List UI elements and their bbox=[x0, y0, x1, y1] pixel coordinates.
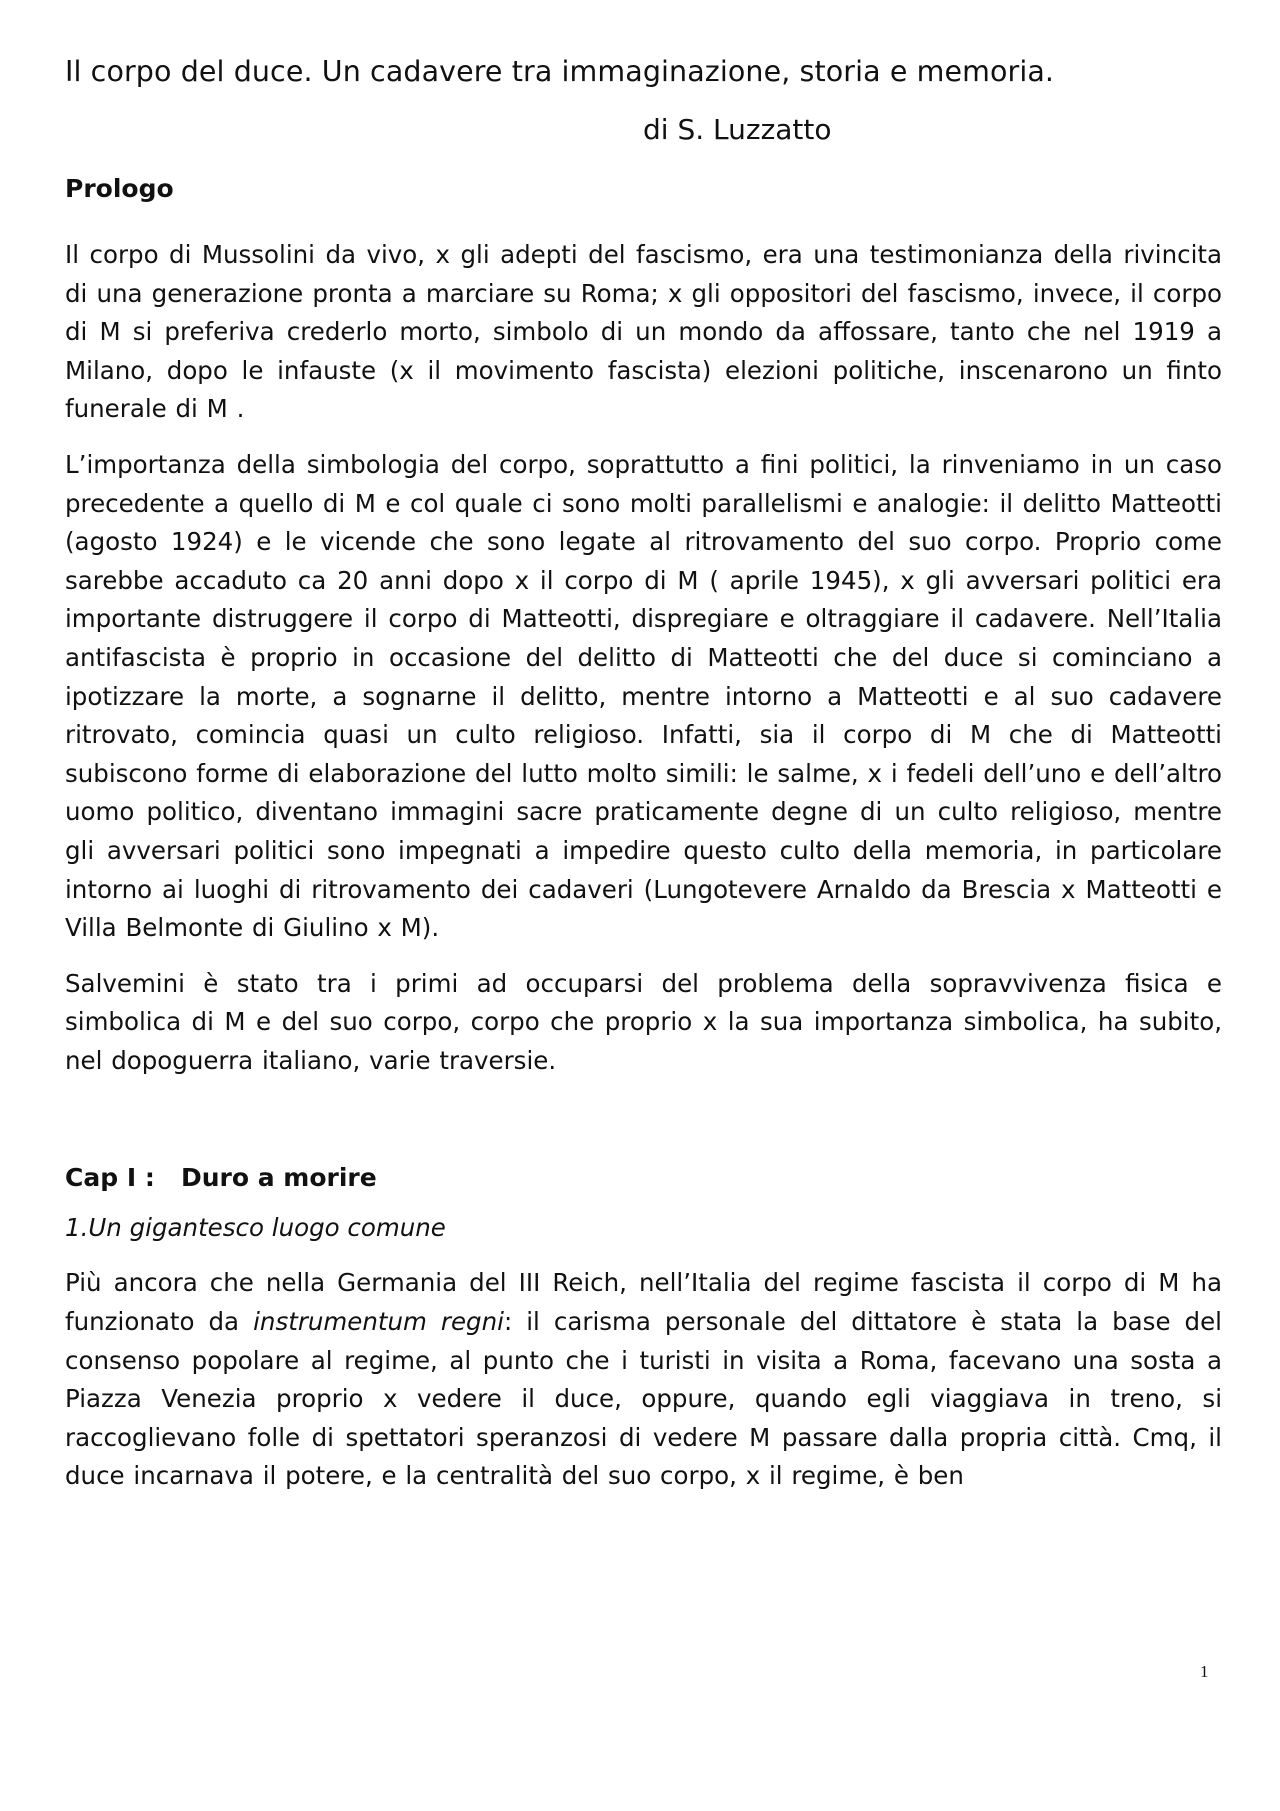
page-content bbox=[65, 54, 1222, 1496]
italic-term: instrumentum regni bbox=[253, 1307, 504, 1337]
page-number: 1 bbox=[1200, 1662, 1209, 1681]
chapter-paragraph-text-end: : il carisma personale del dittatore è stata la base del consenso popolare al regime, al punto che i turisti in visita a Roma, facevano una sosta a Piazza Venezia proprio x vedere il duce, oppure, quando egli viaggiava in treno, si raccoglievano folle di spettatori speranzosi di vedere M passare dalla propria città. Cmq, il duce incarnava il potere, e la centralità del suo corpo, x il regime, è ben bbox=[65, 1307, 1222, 1491]
prologue-heading: Prologo bbox=[65, 174, 174, 203]
prologue-paragraph-2: L’importanza della simbologia del corpo, soprattutto a fini politici, la rinveniamo in un caso precedente a quello di M e col quale ci sono molti parallelismi e analogie: il delitto Matteotti (agosto 1924) e le vicende che sono legate al ritrovamento del suo corpo. Proprio come sarebbe accaduto ca 20 anni dopo x il corpo di M ( aprile 1945), x gli avversari politici era importante distruggere il corpo di Matteotti, dispregiare e oltraggiare il cadavere. Nell’Italia antifascista è proprio in occasione del delitto di Matteotti che del duce si cominciano a ipotizzare la morte, a sognarne il delitto, mentre intorno a Matteotti e al suo cadavere ritrovato, comincia quasi un culto religioso. Infatti, sia il corpo di M che di Matteotti subiscono forme di elaborazione del lutto molto simili: le salme, x i fedeli dell’uno e dell’altro uomo politico, diventano immagini sacre praticamente degne di un culto religioso, mentre gli avversari politici sono impegnati a impedire questo culto della memoria, in particolare intorno ai luoghi di ritrovamento dei cadaveri (Lungotevere Arnaldo da Brescia x Matteotti e Villa Belmonte di Giulino x M). bbox=[65, 449, 1222, 943]
subsection-heading: 1.Un gigantesco luogo comune bbox=[65, 1213, 446, 1243]
prologue-paragraph-1: Il corpo di Mussolini da vivo, x gli adepti del fascismo, era una testimonianza della rivincita di una generazione pronta a marciare su Roma; x gli oppositori del fascismo, invece, il corpo di M si preferiva crederlo morto, simbolo di un mondo da affossare, tanto che nel 1919 a Milano, dopo le infauste (x il movimento fascista) elezioni politiche, inscenarono un finto funerale di M . bbox=[65, 240, 1222, 424]
document-title: Il corpo del duce. Un cadavere tra immaginazione, storia e memoria. bbox=[65, 55, 1055, 88]
chapter-label: Cap I : bbox=[65, 1163, 155, 1193]
chapter-paragraph-text-start: Più ancora che nella Germania del III Reich, nell’Italia del regime fascista il corpo di M ha funzionato da bbox=[65, 1268, 1222, 1337]
document-author: di S. Luzzatto bbox=[643, 113, 832, 146]
chapter-title: Duro a morire bbox=[180, 1163, 377, 1193]
prologue-paragraph-3: Salvemini è stato tra i primi ad occuparsi del problema della sopravvivenza fisica e simbolica di M e del suo corpo, corpo che proprio x la sua importanza simbolica, ha subito, nel dopoguerra italiano, varie traversie. bbox=[65, 968, 1222, 1075]
chapter-heading bbox=[65, 1160, 1222, 1196]
chapter-paragraph-1 bbox=[65, 1264, 1222, 1496]
